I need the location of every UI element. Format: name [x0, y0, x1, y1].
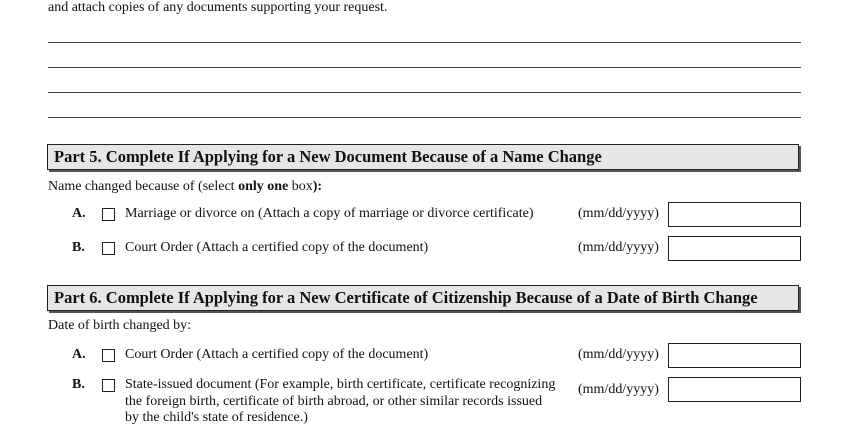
- explanation-line-4[interactable]: [48, 117, 801, 118]
- part6-option-b-date-field[interactable]: [668, 377, 801, 402]
- part6-option-b-label: [125, 377, 555, 427]
- part6-option-b-label-line-3: by the child's state of residence.): [125, 410, 308, 425]
- part6-instruction: Date of birth changed by:: [48, 318, 192, 333]
- part5-option-a-letter: A.: [72, 206, 86, 221]
- part6-header: Part 6. Complete If Applying for a New Certificate of Citizenship Because of a Date of Birth Change: [47, 285, 799, 311]
- part6-option-a-date-label: (mm/dd/yyyy): [578, 347, 659, 362]
- part5-option-b-date-label: (mm/dd/yyyy): [578, 240, 659, 255]
- part6-option-a-date-field[interactable]: [668, 343, 801, 368]
- part5-option-b-label: Court Order (Attach a certified copy of the document): [125, 240, 429, 255]
- part6-option-a-checkbox[interactable]: [102, 349, 115, 362]
- part5-option-b-letter: B.: [72, 240, 85, 255]
- part6-option-b-date-label: (mm/dd/yyyy): [578, 382, 659, 397]
- part5-option-b-date-field[interactable]: [668, 236, 801, 261]
- part5-option-a-date-label: (mm/dd/yyyy): [578, 206, 659, 221]
- part5-option-a-label: Marriage or divorce on (Attach a copy of marriage or divorce certificate): [125, 206, 534, 221]
- part5-option-a-date-field[interactable]: [668, 202, 801, 227]
- part5-option-b-checkbox[interactable]: [102, 242, 115, 255]
- part5-instruction: Name changed because of (select only one box):: [48, 179, 323, 194]
- explanation-line-1[interactable]: [48, 42, 801, 43]
- part6-option-a-letter: A.: [72, 347, 86, 362]
- part6-option-b-label-line-1: State-issued document (For example, birth certificate, certificate recognizing: [125, 377, 556, 392]
- explanation-line-3[interactable]: [48, 92, 801, 93]
- part6-option-b-checkbox[interactable]: [102, 379, 115, 392]
- part6-option-b-letter: B.: [72, 377, 85, 392]
- intro-text: and attach copies of any documents supporting your request.: [48, 0, 388, 15]
- part5-option-a-checkbox[interactable]: [102, 208, 115, 221]
- explanation-line-2[interactable]: [48, 67, 801, 68]
- part6-option-b-label-line-2: the foreign birth, certificate of birth abroad, or other similar records issued: [125, 393, 543, 409]
- part5-header: Part 5. Complete If Applying for a New Document Because of a Name Change: [47, 144, 799, 170]
- part6-option-a-label: Court Order (Attach a certified copy of the document): [125, 347, 429, 362]
